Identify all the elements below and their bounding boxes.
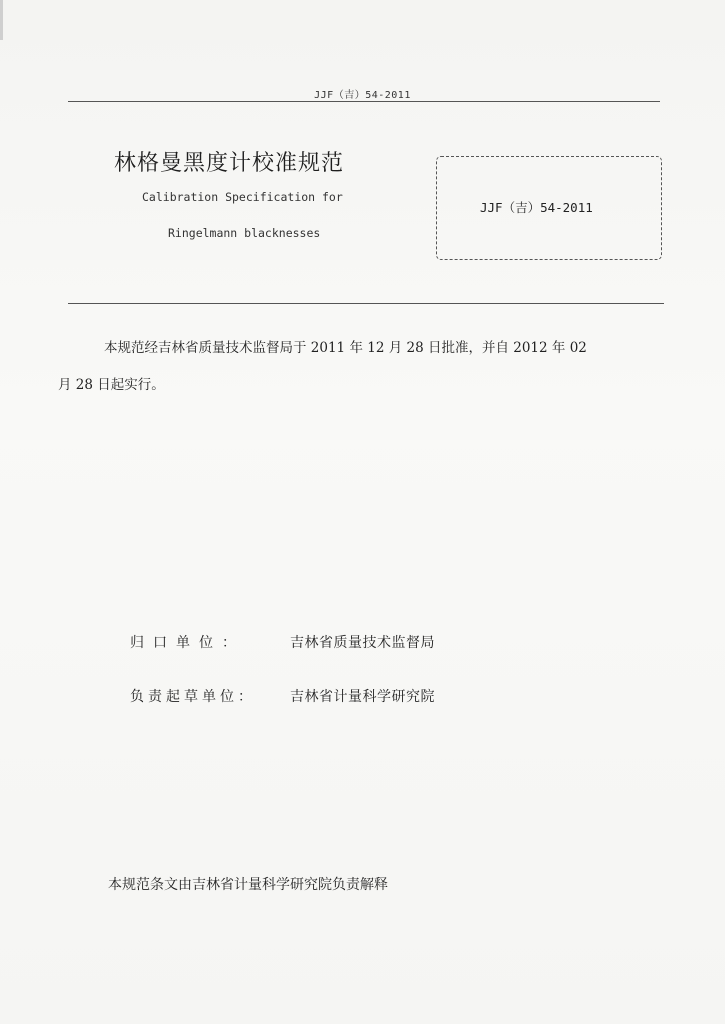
title-divider-rule <box>68 303 664 304</box>
code-box-text: JJF（吉）54-2011 <box>480 200 593 215</box>
drafting-unit-value: 吉林省计量科学研究院 <box>290 689 435 705</box>
title-chinese: 林格曼黑度计校准规范 <box>114 151 345 176</box>
header-code: JJF（吉）54-2011 <box>314 90 411 101</box>
title-english-line2: Ringelmann blacknesses <box>168 226 321 240</box>
title-english-line1: Calibration Specification for <box>142 190 343 204</box>
centralized-unit-row <box>130 632 435 652</box>
centralized-unit-value: 吉林省质量技术监督局 <box>290 635 435 651</box>
approval-statement-line2: 月 28 日起实行。 <box>58 377 165 393</box>
centralized-unit-label: 归口单位： <box>130 635 245 651</box>
approval-statement-line1: 本规范经吉林省质量技术监督局于 2011 年 12 月 28 日批准，并自 2012 年 02 <box>104 340 587 356</box>
drafting-unit-label: 负责起草单位： <box>130 689 256 705</box>
scan-edge-mark <box>0 0 3 40</box>
drafting-unit-row <box>130 686 435 706</box>
header-rule <box>68 101 660 102</box>
interpretation-statement: 本规范条文由吉林省计量科学研究院负责解释 <box>108 877 388 893</box>
